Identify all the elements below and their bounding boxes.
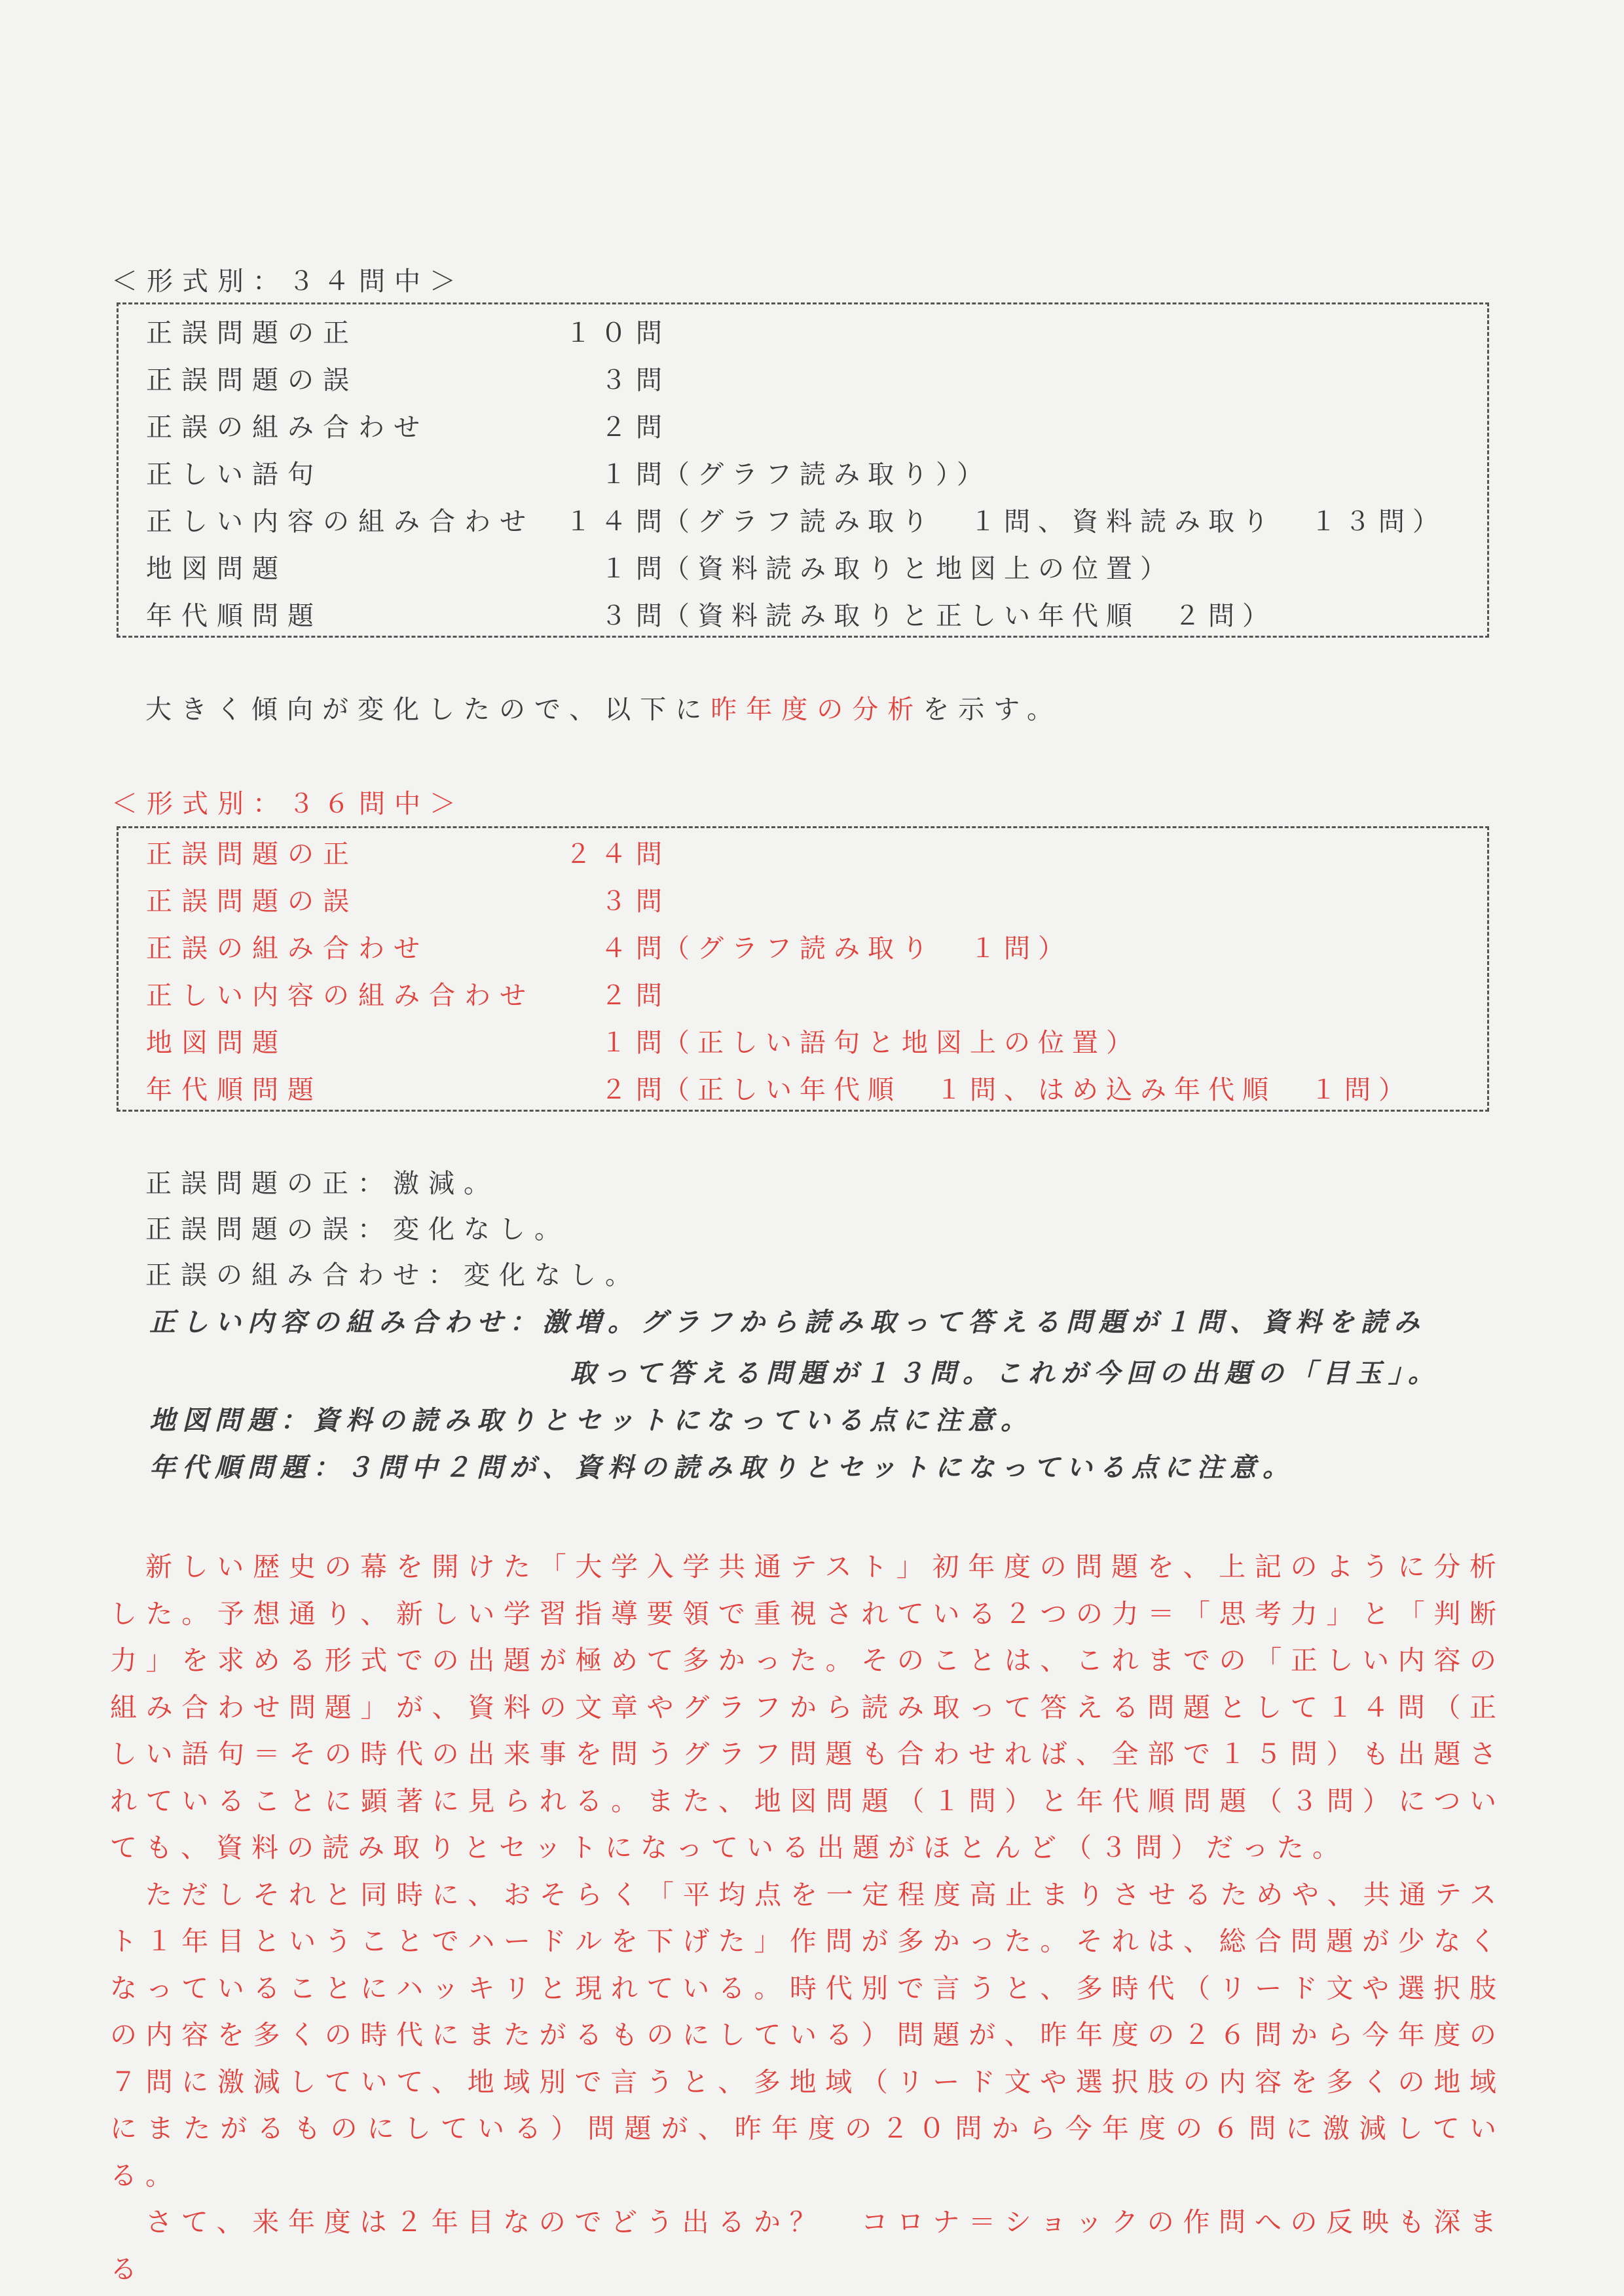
comparison-line: 正誤の組み合わせ：変化なし。 [145,1260,640,1290]
table-row [146,556,1456,603]
row-note: （資料読み取りと正しい年代順 ２問） [663,601,1276,631]
table-row [146,367,1456,414]
table-row [146,509,1456,556]
table-row [146,841,1456,888]
transition-before: 大きく傾向が変化したので、以下に [145,695,711,725]
row-count: １０問 [565,318,671,348]
analysis-paragraph: さて、来年度は２年目なのでどう出るか？ コロナ＝ショックの作問への反映も深まる [110,2206,1505,2285]
row-count: ３問 [600,601,671,631]
row-label: 年代順問題 [146,1075,323,1105]
row-label: 地図問題 [146,1028,287,1058]
row-label: 地図問題 [146,554,287,584]
section2-heading: ＜形式別：３６問中＞ [111,789,465,819]
row-label: 正しい内容の組み合わせ [146,507,535,537]
row-label: 正誤問題の正 [146,839,358,869]
table-row [146,320,1456,367]
row-label: 正誤の組み合わせ [146,412,429,443]
table-row [146,1077,1456,1124]
transition-after: を示す。 [923,695,1063,725]
table-row [146,462,1456,509]
row-label: 正しい内容の組み合わせ [146,981,535,1011]
row-note: （正しい語句と地図上の位置） [663,1028,1140,1058]
transition-sentence [145,697,1062,723]
row-count: １問 [600,460,671,490]
section2-table [117,826,1489,1112]
comparison-emphasis: 年代順問題：３問中２問が、資料の読み取りとセットになっている点に注意。 [149,1452,1295,1483]
row-count: ２４問 [565,839,671,869]
row-count: ２問 [600,1075,671,1105]
row-note: （グラフ読み取り １問、資料読み取り １３問） [663,507,1447,537]
row-count: １４問 [565,507,671,537]
table-row [146,414,1456,462]
section1-heading: ＜形式別：３４問中＞ [111,266,465,297]
row-note: （正しい年代順 １問、はめ込み年代順 １問） [663,1075,1412,1105]
transition-highlight: 昨年度の分析 [710,695,923,725]
row-count: ４問 [600,934,671,964]
row-label: 正誤問題の誤 [146,886,358,917]
analysis-paragraph: ただしそれと同時に、おそらく「平均点を一定程度高止まりさせるためや、共通テスト１年目ということでハードルを下げた」作問が多かった。それは、総合問題が少なくなっていることにハッキリと現れている。時代別で言うと、多時代（リード文や選択肢の内容を多くの時代にまたがるものにしている）問題が、昨年度の２６問から今年度の７問に激減していて、地域別で言うと、多地域（リード文や選択肢の内容を多くの地域にまたがるものにしている）問題が、昨年度の２０問から今年度の６問に激減している。 [110,1878,1505,2191]
row-note: （グラフ読み取り）） [663,460,991,490]
table-row [146,1030,1456,1077]
comparison-emphasis: 地図問題：資料の読み取りとセットになっている点に注意。 [149,1405,1033,1436]
row-label: 正誤問題の正 [146,318,358,348]
row-label: 正しい語句 [146,460,323,490]
analysis-paragraph: 新しい歴史の幕を開けた「大学入学共通テスト」初年度の問題を、上記のように分析した。予想通り、新しい学習指導要領で重視されている２つの力＝「思考力」と「判断力」を求める形式での出題が極めて多かった。そのことは、これまでの「正しい内容の組み合わせ問題」が、資料の文章やグラフから読み取って答える問題として１４問（正しい語句＝その時代の出来事を問うグラフ問題も合わせれば、全部で１５問）も出題されていることに顕著に見られる。また、地図問題（１問）と年代順問題（３問）についても、資料の読み取りとセットになっている出題がほとんど（３問）だった。 [110,1551,1505,1863]
comparison-emphasis: 正しい内容の組み合わせ：激増。グラフから読み取って答える問題が１問、資料を読み [149,1307,1426,1338]
row-note: （資料読み取りと地図上の位置） [663,554,1174,584]
row-count: ３問 [600,886,671,917]
table-row [146,888,1456,936]
table-row [146,936,1456,983]
row-label: 正誤問題の誤 [146,365,358,395]
row-label: 正誤の組み合わせ [146,934,429,964]
comparison-line: 正誤問題の正：激減。 [145,1169,499,1199]
table-row [146,603,1456,650]
row-count: １問 [600,1028,671,1058]
comparison-emphasis: 取って答える問題が１３問。これが今回の出題の「目玉」。 [570,1358,1441,1389]
analysis-text [110,1544,1505,2293]
row-note: （グラフ読み取り １問） [663,934,1072,964]
table-row [146,983,1456,1030]
row-count: １問 [600,554,671,584]
row-count: ３問 [600,365,671,395]
row-count: ２問 [600,412,671,443]
section1-table [117,302,1489,638]
row-count: ２問 [600,981,671,1011]
row-label: 年代順問題 [146,601,323,631]
comparison-line: 正誤問題の誤：変化なし。 [145,1214,570,1245]
